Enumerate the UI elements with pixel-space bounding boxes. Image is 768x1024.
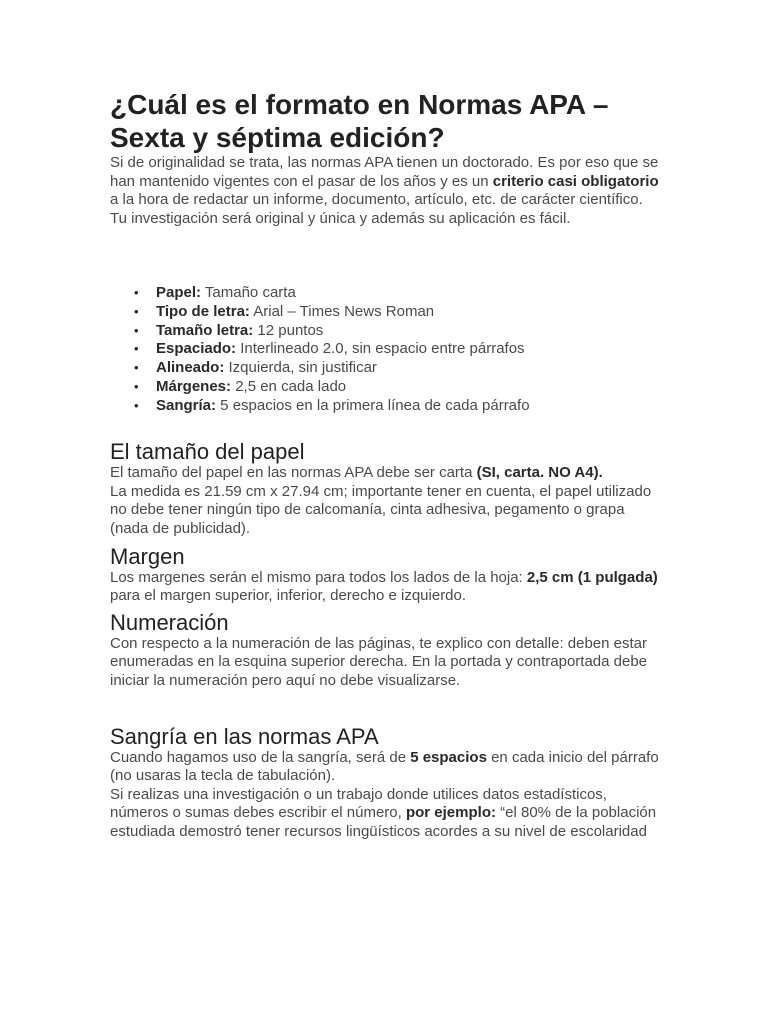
list-item-sangria [134,397,660,416]
section-heading-numeracion: Numeración [110,609,229,635]
sangria-text-1: Cuando hagamos uso de la sangría, será de [110,748,411,766]
spec-label: Tamaño letra: [156,321,254,339]
spec-value: Tamaño carta [201,284,296,302]
spec-value: 12 puntos [253,321,324,339]
margen-text-1: Los margenes serán el mismo para todos los lados de la hoja: [110,568,527,586]
sangria-text-2: en cada inicio del párrafo (no usaras la tecla de tabulación). [110,748,659,785]
intro-text-2: a la hora de redactar un informe, documento, artículo, etc. de carácter científico. Tu investigación será original y única y además su aplicación es fácil. [110,191,643,227]
list-item-espaciado [134,340,660,359]
intro-paragraph [110,154,660,228]
list-item-margenes [134,378,660,397]
spec-value: Izquierda, sin justificar [224,359,377,377]
format-spec-list [110,284,660,415]
spec-label: Espaciado: [156,340,237,358]
page-title: ¿Cuál es el formato en Normas APA – Sexta y séptima edición? [110,89,609,153]
margen-bold: 2,5 cm (1 pulgada) [526,568,658,586]
section-heading-sangria: Sangría en las normas APA [110,723,379,749]
spec-value: Arial – Times News Roman [249,303,435,321]
bullet-icon: • [134,304,139,320]
bullet-icon: • [134,341,139,357]
sangria-paragraph-2 [110,786,660,842]
bullet-icon: • [134,360,139,376]
document-page [110,88,660,842]
sangria-bold-1: 5 espacios [410,748,487,766]
spec-value: 2,5 en cada lado [231,377,347,395]
bullet-icon: • [134,397,139,413]
papel-text: El tamaño del papel en las normas APA debe ser carta [110,464,477,482]
papel-paragraph-2: La medida es 21.59 cm x 27.94 cm; importante tener en cuenta, el papel utilizado no debe tener ningún tipo de calcomanía, cinta adhesiva, pegamento o grapa (nada de publicidad). [110,482,652,538]
spec-label: Tipo de letra: [156,303,250,321]
spec-label: Alineado: [156,359,225,377]
sangria-text-4: “el 80% de la población estudiada demostró tener recursos lingüísticos acordes a su nivel de escolaridad [110,804,657,841]
sangria-paragraph-1 [110,749,660,786]
spec-value: 5 espacios en la primera línea de cada párrafo [216,396,530,414]
papel-bold: (SI, carta. NO A4). [476,464,603,482]
intro-bold: criterio casi obligatorio [492,172,659,190]
spec-label: Márgenes: [156,377,232,395]
list-item-tipo-letra [134,303,660,322]
intro-text-1: Si de originalidad se trata, las normas APA tienen un doctorado. Es por eso que se han mantenido vigentes con el pasar de los años y es un [110,154,659,190]
sangria-text-3: Si realizas una investigación o un trabajo donde utilices datos estadísticos, números o sumas debes escribir el número, [110,785,607,822]
bullet-icon: • [134,285,139,301]
section-heading-papel: El tamaño del papel [110,439,305,465]
margen-text-2: para el margen superior, inferior, derecho e izquierdo. [110,587,467,605]
margen-paragraph [110,569,660,606]
papel-paragraph-1 [110,464,660,483]
spec-label: Papel: [156,284,202,302]
bullet-icon: • [134,322,139,338]
spec-label: Sangría: [156,396,217,414]
section-heading-margen: Margen [110,543,185,569]
sangria-bold-2: por ejemplo: [405,804,496,822]
spec-value: Interlineado 2.0, sin espacio entre párrafos [236,340,525,358]
list-item-alineado [134,359,660,378]
numeracion-paragraph: Con respecto a la numeración de las páginas, te explico con detalle: deben estar enumeradas en la esquina superior derecha. En la portada y contraportada debe iniciar la numeración pero aquí no debe visualizarse. [110,634,648,690]
list-item-tamano-letra [134,322,660,341]
bullet-icon: • [134,378,139,394]
list-item-papel [134,284,660,303]
